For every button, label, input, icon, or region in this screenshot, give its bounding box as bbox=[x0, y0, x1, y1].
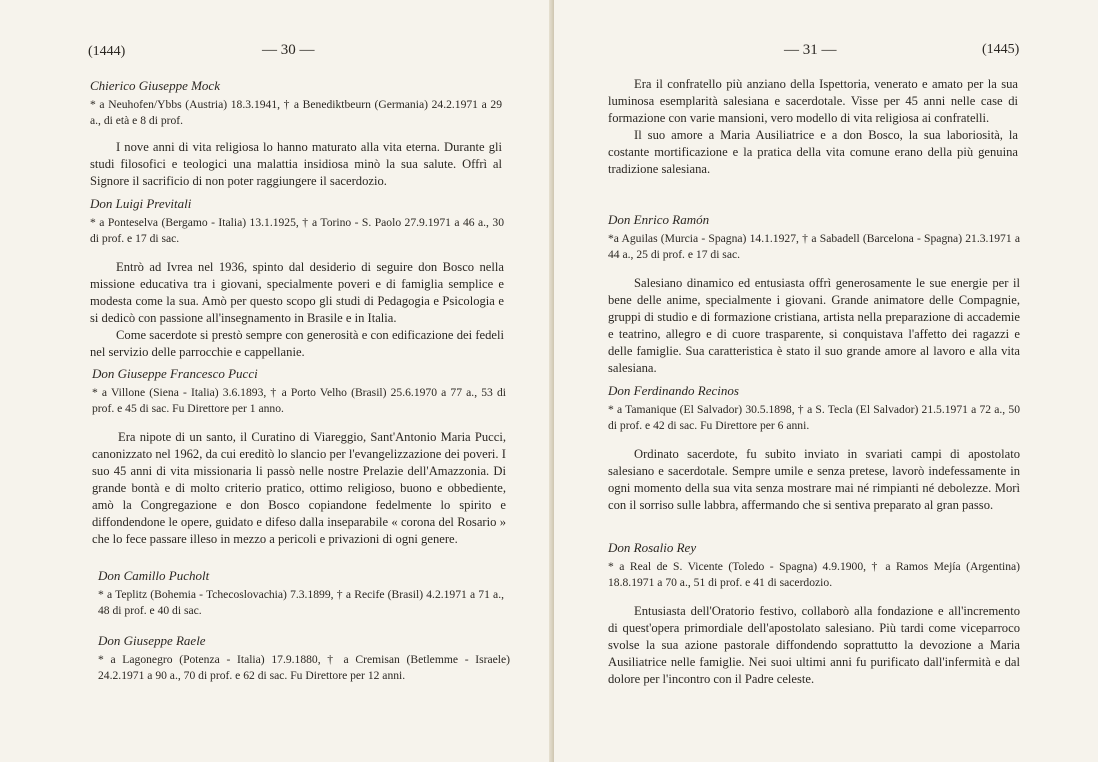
entry-raele bbox=[98, 633, 510, 684]
entry-pucci bbox=[92, 366, 506, 548]
entry-previtali bbox=[90, 196, 504, 361]
entry-paragraph: Era nipote di un santo, il Curatino di Viareggio, Sant'Antonio Maria Pucci, canonizzato nel 1962, da cui ereditò lo slancio per l'evangelizzazione dei poveri. I suo 45 anni di vita missionaria li passò nelle nostre Prelazie dell'Amazzonia. Di grande bontà e di molto criterio pratico, ottimo religioso, buono e obbediente, amò la Congregazione e don Bosco copiandone fedelmente lo spirito e diffondendone le opere, guidato e difeso dalla inseparabile « corona del Rosario » che lo fece passare illeso in mezzo a pericoli e privazioni di ogni genere. bbox=[92, 430, 506, 546]
right-page-archive-number: (1445) bbox=[982, 42, 1020, 57]
right-page bbox=[554, 0, 1098, 762]
entry-paragraph: Salesiano dinamico ed entusiasta offrì generosamente le sue energie per il bene delle anime, specialmente i giovani. Grande animatore delle Compagnie, gruppi di studio e di formazione cristiana, artista nella preparazione di accademie e teatrino, allegro e di cuore trasparente, si conquistava l'affetto dei ragazzi e delle famiglie. Sua caratteristica è stato il suo grande amore al lavoro e alla vita salesiana. bbox=[608, 276, 1020, 375]
left-page-archive-number: (1444) bbox=[88, 44, 126, 59]
entry-meta: * a Ponteselva (Bergamo - Italia) 13.1.1925, † a Torino - S. Paolo 27.9.1971 a 46 a., 30 di prof. e 17 di sac. bbox=[90, 216, 504, 245]
entry-paragraph: Entusiasta dell'Oratorio festivo, collaborò alla fondazione e all'incremento di quest'opera primordiale dell'apostolato salesiano. Più tardi come viceparroco svolse la sua azione pastorale diffondendo soprattutto la devozione a Maria Ausiliatrice nelle famiglie. Nei suoi ultimi anni fu purificato dall'infermità e dal dolore per l'incontro con il Padre celeste. bbox=[608, 604, 1020, 686]
entry-paragraph: Come sacerdote si prestò sempre con generosità e con edificazione dei fedeli nel servizio delle parrocchie e cappellanie. bbox=[90, 328, 504, 359]
entry-paragraph: Entrò ad Ivrea nel 1936, spinto dal desiderio di seguire don Bosco nella missione educativa tra i giovani, specialmente poveri e di famiglia semplice e modesta come la sua. Amò per questo scopo gli studi di Pedagogia e Psicologia e si dedicò con passione all'insegnamento in Brasile e in Italia. bbox=[90, 260, 504, 325]
left-page-number: — 30 — bbox=[262, 42, 315, 58]
entry-name: Don Rosalio Rey bbox=[608, 540, 697, 555]
entry-paragraph: Il suo amore a Maria Ausiliatrice e a don Bosco, la sua laboriosità, la costante mortificazione e la pratica della vita comune erano della più genuina tradizione salesiana. bbox=[608, 128, 1018, 176]
entry-paragraph: Era il confratello più anziano della Ispettoria, venerato e amato per la sua luminosa esemplarità salesiana e sacerdotale. Visse per 45 anni nelle case di formazione con varie mansioni, vero modello di vita religiosa ai confratelli. bbox=[608, 77, 1018, 125]
entry-paragraph: I nove anni di vita religiosa lo hanno maturato alla vita eterna. Durante gli studi filosofici e teologici una malattia insidiosa minò la sua salute. Offrì al Signore il sacrificio di non poter raggiungere il sacerdozio. bbox=[90, 140, 502, 188]
entry-rey bbox=[608, 540, 1020, 688]
entry-mock bbox=[90, 78, 502, 190]
entry-name: Chierico Giuseppe Mock bbox=[90, 78, 220, 93]
entry-name: Don Giuseppe Raele bbox=[98, 633, 206, 648]
entry-meta: * a Villone (Siena - Italia) 3.6.1893, † a Porto Velho (Brasil) 25.6.1970 a 77 a., 53 di prof. e 45 di sac. Fu Direttore per 1 anno. bbox=[92, 386, 506, 415]
entry-name: Don Enrico Ramón bbox=[608, 212, 710, 227]
entry-meta: * a Neuhofen/Ybbs (Austria) 18.3.1941, † a Benediktbeurn (Germania) 24.2.1971 a 29 a., di età e 8 di prof. bbox=[90, 98, 502, 127]
entry-pucholt bbox=[98, 568, 504, 619]
entry-meta: * a Real de S. Vicente (Toledo - Spagna) 4.9.1900, † a Ramos Mejía (Argentina) 18.8.1971 a 70 a., 51 di prof. e 41 di sacerdozio. bbox=[608, 560, 1020, 589]
raele-continuation bbox=[608, 76, 1018, 178]
entry-meta: * a Tamanique (El Salvador) 30.5.1898, † a S. Tecla (El Salvador) 21.5.1971 a 72 a., 50 di prof. e 42 di sac. Fu Direttore per 6 anni. bbox=[608, 403, 1020, 432]
entry-name: Don Camillo Pucholt bbox=[98, 568, 210, 583]
entry-name: Don Ferdinando Recinos bbox=[608, 383, 739, 398]
right-page-number: — 31 — bbox=[784, 42, 837, 58]
entry-paragraph: Ordinato sacerdote, fu subito inviato in svariati campi di apostolato salesiano e sacerdotale. Sempre umile e senza pretese, lavorò indefessamente in ogni momento della sua vita senza mostrare mai né rimpianti né debolezze. Morì con il sorriso sulle labbra, affermando che si sentiva preparato al gran passo. bbox=[608, 447, 1020, 512]
entry-name: Don Giuseppe Francesco Pucci bbox=[92, 366, 258, 381]
entry-meta: * a Teplitz (Bohemia - Tchecoslovachia) 7.3.1899, † a Recife (Brasil) 4.2.1971 a 71 a., 48 di prof. e 40 di sac. bbox=[98, 588, 504, 617]
entry-recinos bbox=[608, 383, 1020, 514]
entry-meta: * a Lagonegro (Potenza - Italia) 17.9.1880, † a Cremisan (Betlemme - Israele) 24.2.1971 a 90 a., 70 di prof. e 62 di sac. Fu Direttore per 12 anni. bbox=[98, 653, 510, 682]
entry-ramon bbox=[608, 212, 1020, 377]
entry-name: Don Luigi Previtali bbox=[90, 196, 192, 211]
entry-meta: *a Aguilas (Murcia - Spagna) 14.1.1927, † a Sabadell (Barcelona - Spagna) 21.3.1971 a 44 a., 25 di prof. e 17 di sac. bbox=[608, 232, 1020, 261]
